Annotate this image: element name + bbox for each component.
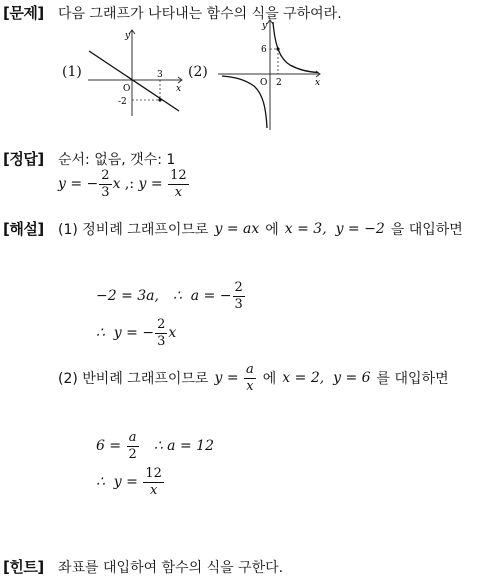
answer-eq1-lhs: y = −	[58, 176, 99, 192]
p1-vals: x = 3, y = −2	[284, 221, 385, 237]
answer-equations	[58, 166, 190, 202]
graph2-y-tick: 6	[261, 45, 267, 55]
p1-step2-den: 3	[157, 333, 166, 349]
answer-meta: 순서: 없음, 갯수: 1	[58, 152, 176, 168]
graph2-origin: O	[260, 78, 268, 88]
p1-step1-frac	[233, 281, 245, 311]
problem-tag: [문제]	[3, 4, 44, 22]
p1-step1-therefore: ∴ a = −	[172, 288, 232, 304]
p2-step2-den: x	[149, 482, 158, 498]
p1-step2-var: x	[168, 325, 177, 341]
graph1-linear	[84, 24, 188, 120]
graph1-y-label: y	[125, 31, 131, 41]
p2-step1-frac	[127, 431, 139, 461]
p2-step2-lhs: ∴ y =	[96, 474, 143, 490]
p1-step2-lhs: ∴ y = −	[96, 325, 155, 341]
explanation-part2-intro	[58, 358, 449, 398]
p2-step2	[96, 462, 165, 502]
answer-eq2-lhs: y =	[138, 176, 168, 192]
answer-eq2-num: 12	[170, 167, 187, 183]
answer-sep: ,:	[120, 176, 139, 192]
p2-step1-den: 2	[128, 446, 137, 462]
p1-step2-frac	[155, 318, 167, 348]
graph1-y-tick: -2	[118, 97, 127, 107]
p1-step1-lhs: −2 = 3a,	[96, 288, 159, 304]
graph1-x-label: x	[176, 84, 182, 94]
graph2-y-label: y	[262, 21, 268, 31]
explanation-tag: [해설]	[3, 220, 44, 238]
hint-text: 좌표를 대입하여 함수의 식을 구한다.	[58, 560, 284, 576]
p2-eq-lhs: y =	[214, 370, 243, 386]
p2-eq-den: x	[246, 378, 254, 394]
hint-tag: [힌트]	[3, 558, 44, 576]
p2-eq-num: a	[246, 361, 254, 377]
graph1-label: (1)	[62, 64, 82, 80]
graph2-inverse	[214, 16, 326, 134]
p2-step2-num: 12	[145, 465, 162, 481]
answer-eq1-frac	[99, 169, 111, 199]
answer-eq2-frac	[168, 169, 189, 199]
p1-step2	[96, 313, 176, 353]
graph2-label: (2)	[188, 64, 208, 80]
p2-step1	[96, 426, 214, 466]
p2-step1-rhs: ∴ a = 12	[153, 438, 214, 454]
p2-mid: 에	[262, 371, 277, 387]
p1-step1	[96, 276, 246, 316]
p1-mid: 에	[265, 222, 279, 238]
answer-tag: [정답]	[3, 150, 44, 168]
p1-step2-num: 2	[157, 316, 166, 332]
p2-end: 를 대입하면	[376, 371, 449, 387]
graph1-x-tick: 3	[157, 70, 163, 80]
graph2-curve-q1	[273, 22, 318, 73]
p2-step2-frac	[143, 467, 164, 497]
p1-step1-num: 2	[234, 279, 243, 295]
explanation-part1-intro	[58, 219, 463, 239]
p1-end: 을 대입하면	[390, 222, 463, 238]
graph2-x-label: x	[315, 78, 321, 88]
graph2-x-tick: 2	[276, 78, 282, 88]
graph1-line	[89, 51, 182, 111]
p2-eq-frac	[244, 363, 256, 393]
p1-intro-text: (1) 정비례 그래프이므로	[58, 222, 209, 238]
graph1-origin: O	[123, 84, 131, 94]
p2-step1-lhs: 6 =	[96, 438, 126, 454]
p1-eq: y = ax	[214, 221, 260, 237]
answer-eq1-var: x	[112, 176, 121, 192]
p2-step1-num: a	[128, 429, 137, 445]
answer-eq1-den: 3	[101, 184, 110, 200]
answer-eq2-den: x	[174, 184, 183, 200]
p2-intro-text: (2) 반비례 그래프이므로	[58, 371, 209, 387]
p2-vals: x = 2, y = 6	[282, 370, 371, 386]
answer-eq1-num: 2	[101, 167, 110, 183]
problem-text: 다음 그래프가 나타내는 함수의 식을 구하여라.	[58, 6, 342, 22]
p1-step1-den: 3	[234, 296, 243, 312]
